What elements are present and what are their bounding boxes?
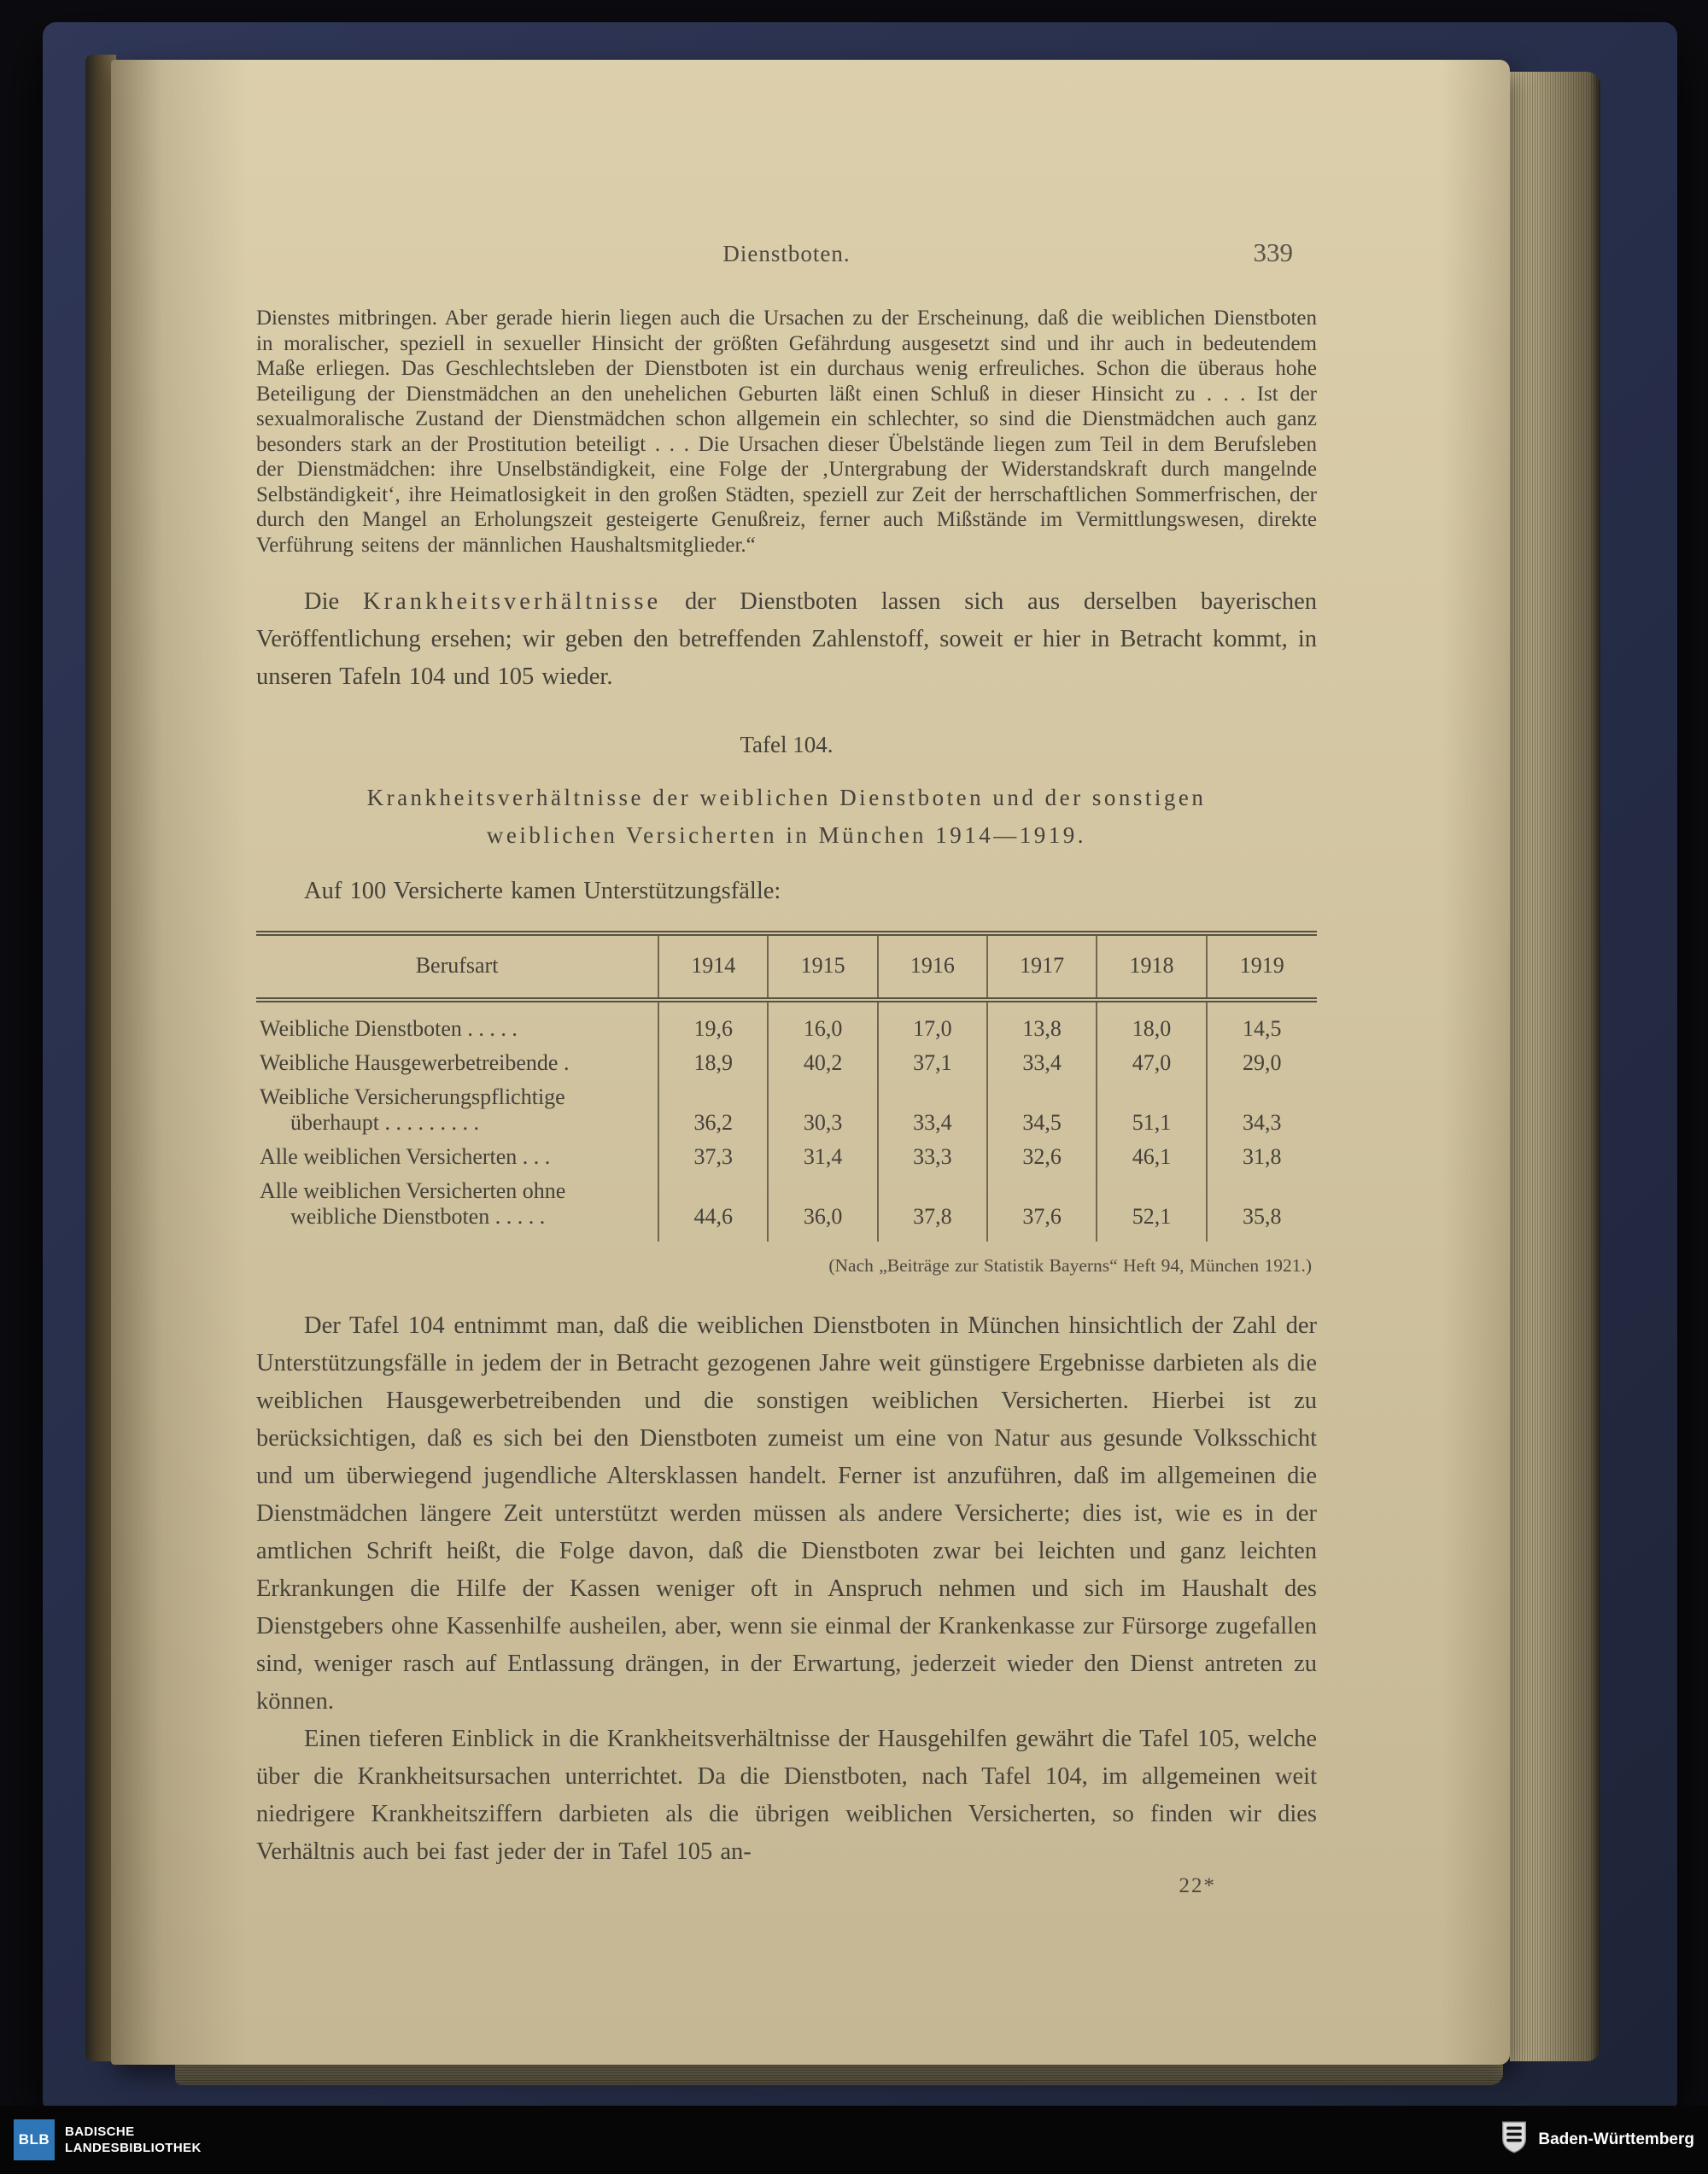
library-name xyxy=(65,2124,202,2156)
table-cell: 13,8 xyxy=(987,1000,1097,1046)
table-cell: 51,1 xyxy=(1097,1080,1206,1140)
footer-bar xyxy=(0,2106,1708,2174)
table-header-cell: 1917 xyxy=(987,933,1097,1000)
table-cell: 17,0 xyxy=(878,1000,987,1046)
table-cell: Weibliche Dienstboten . . . . . xyxy=(260,1016,518,1041)
table-title-line1: Krankheitsverhältnisse der weiblichen Dienstboten und der sonstigen xyxy=(366,785,1207,810)
table-header-cell: 1914 xyxy=(658,933,768,1000)
footer-region-group xyxy=(1500,2120,1694,2159)
library-name-line2: LANDESBIBLIOTHEK xyxy=(65,2141,202,2155)
table-cell: 40,2 xyxy=(768,1046,877,1080)
table-row xyxy=(256,1140,1317,1174)
table-cell: 19,6 xyxy=(658,1000,768,1046)
table-row xyxy=(256,1174,1317,1242)
table-cell: 18,9 xyxy=(658,1046,768,1080)
table-cell: 52,1 xyxy=(1097,1174,1206,1242)
table-cell: 30,3 xyxy=(768,1080,877,1140)
table-cell: 32,6 xyxy=(987,1140,1097,1174)
region-label: Baden-Württemberg xyxy=(1538,2130,1694,2148)
table-cell: 29,0 xyxy=(1207,1046,1317,1080)
page-header-row xyxy=(256,237,1317,277)
table-header-cell: 1916 xyxy=(878,933,987,1000)
table-header-cell: 1919 xyxy=(1207,933,1317,1000)
running-header: Dienstboten. xyxy=(722,241,851,266)
table-cell: 33,4 xyxy=(878,1080,987,1140)
table-cell: 37,1 xyxy=(878,1046,987,1080)
intro-paragraph xyxy=(256,583,1317,696)
page-edges-right xyxy=(1510,72,1600,2061)
row-label-line2: weibliche Dienstboten . . . . . xyxy=(290,1204,546,1229)
table-row xyxy=(256,1046,1317,1080)
table-cell: 36,2 xyxy=(658,1080,768,1140)
table-cell: 35,8 xyxy=(1207,1174,1317,1242)
table-cell: 18,0 xyxy=(1097,1000,1206,1046)
table-header-row xyxy=(256,933,1317,1000)
table-header-cell: 1918 xyxy=(1097,933,1206,1000)
intro-part2: der Dienstboten lassen sich aus derselben bayerischen Veröffentlichung ersehen; wir geben den betreffenden Zahlenstoff, soweit er hier in Betracht kommt, in unseren Tafeln 104 und 105 wieder. xyxy=(256,588,1318,690)
table-cell xyxy=(256,1174,658,1242)
text-block xyxy=(256,237,1318,1898)
table-cell: 14,5 xyxy=(1207,1000,1317,1046)
library-name-line1: BADISCHE xyxy=(65,2124,135,2139)
quote-paragraph: Dienstes mitbringen. Aber gerade hierin liegen auch die Ursachen zu der Erscheinung, daß die weiblichen Dienstboten in moralischer, speziell in sexueller Hinsicht der größten Gefährdung ausgesetzt sind und ihr auch in bedeutendem Maße erliegen. Das Geschlechtsleben der Dienstboten ist ein durchaus wenig erfreuliches. Schon die überaus hohe Beteiligung der Dienstmädchen an den unehelichen Geburten läßt einen Schluß in dieser Hinsicht zu . . . Ist der sexualmoralische Zustand der Dienstmädchen schon allgemein ein schlechter, so sind die Dienstmädchen auch ganz besonders stark an der Prostitution beteiligt . . . Die Ursachen dieser Übelstände liegen zum Teil in dem Berufsleben der Dienstmädchen: ihre Unselbständigkeit, eine Folge der ‚Untergrabung der Widerstandskraft durch mangelnde Selbständigkeit‘, ihre Heimatlosigkeit in den großen Städten, speziell zur Zeit der herrschaftlichen Sommerfrischen, der durch den Mangel an Erholungszeit gesteigerte Genußreiz, ferner auch Mißstände im Vermittlungswesen, direkte Verführung seitens der männlichen Haushaltsmitglieder.“ xyxy=(256,307,1317,557)
intro-spaced-word: Krankheitsverhältnisse xyxy=(363,588,662,615)
table-source-note: (Nach „Beiträge zur Statistik Bayerns“ Heft 94, München 1921.) xyxy=(828,1255,1312,1276)
table-intro: Auf 100 Versicherte kamen Unterstützungsfälle: xyxy=(304,878,781,904)
page-number: 339 xyxy=(1253,237,1293,267)
table-cell: 34,3 xyxy=(1207,1080,1317,1140)
table-label: Tafel 104. xyxy=(740,732,834,757)
table-cell: 33,4 xyxy=(987,1046,1097,1080)
footer-library-group xyxy=(14,2119,202,2160)
row-label-line1: Alle weiblichen Versicherten ohne xyxy=(260,1178,566,1203)
table-cell: 37,8 xyxy=(878,1174,987,1242)
table-cell: 46,1 xyxy=(1097,1140,1206,1174)
analysis-paragraph: Der Tafel 104 entnimmt man, daß die weiblichen Dienstboten in München hinsichtlich der Zahl der Unterstützungsfälle in jedem der in Betracht gezogenen Jahre weit günstigere Ergebnisse darbieten als die weiblichen Hausgewerbetreibenden und die sonstigen weiblichen Versicherten. Hierbei ist zu berücksichtigen, daß es sich bei den Dienstboten zumeist um eine von Natur aus gesunde Volksschicht und um überwiegend jugendliche Altersklassen handelt. Ferner ist anzuführen, daß im allgemeinen die Dienstmädchen längere Zeit unterstützt werden müssen als andere Versicherte; dies ist, wie es in der amtlichen Schrift heißt, die Folge davon, daß die Dienstboten zwar bei leichten und ganz leichten Erkrankungen die Hilfe der Kassen weniger oft in Anspruch nehmen und sich im Haushalt des Dienstgebers ohne Kassenhilfe ausheilen, aber, wenn sie einmal der Krankenkasse zur Fürsorge zugefallen sind, weniger rasch auf Entlassung drängen, in der Erwartung, jederzeit wieder den Dienst antreten zu können. xyxy=(256,1312,1317,1715)
table-cell: 37,6 xyxy=(987,1174,1097,1242)
table-row xyxy=(256,1000,1317,1046)
table-cell: 31,8 xyxy=(1207,1140,1317,1174)
table-cell xyxy=(256,1080,658,1140)
table-cell: 31,4 xyxy=(768,1140,877,1174)
table-cell: Weibliche Hausgewerbetreibende . xyxy=(260,1050,570,1075)
table-header-cell: 1915 xyxy=(768,933,877,1000)
book-page xyxy=(111,60,1510,2065)
table-cell: 34,5 xyxy=(987,1080,1097,1140)
row-label-line2: überhaupt . . . . . . . . . xyxy=(290,1110,479,1135)
coat-of-arms-icon xyxy=(1500,2120,1528,2159)
table-cell: 36,0 xyxy=(768,1174,877,1242)
table-title xyxy=(256,779,1317,854)
blb-logo: BLB xyxy=(14,2119,55,2160)
table-cell: 33,3 xyxy=(878,1140,987,1174)
outlook-paragraph: Einen tieferen Einblick in die Krankheitsverhältnisse der Hausgehilfen gewährt die Tafel 105, welche über die Krankheitsursachen unterrichtet. Da die Dienstboten, nach Tafel 104, im allgemeinen weit niedrigere Krankheitsziffern darbieten als die übrigen weiblichen Versicherten, so finden wir dies Verhältnis auch bei fast jeder der in Tafel 105 an- xyxy=(256,1726,1317,1865)
table-header-cell: Berufsart xyxy=(256,933,658,1000)
table-cell: 37,3 xyxy=(658,1140,768,1174)
intro-part1: Die xyxy=(304,588,363,615)
table-cell: 16,0 xyxy=(768,1000,877,1046)
statistics-table xyxy=(256,931,1317,1242)
table-cell: Alle weiblichen Versicherten . . . xyxy=(260,1144,551,1169)
row-label-line1: Weibliche Versicherungspflichtige xyxy=(260,1084,565,1109)
table-row xyxy=(256,1080,1317,1140)
table-title-line2: weiblichen Versicherten in München 1914—1919. xyxy=(486,822,1087,848)
table-cell: 44,6 xyxy=(658,1174,768,1242)
signature-mark: 22* xyxy=(1179,1874,1216,1897)
table-cell: 47,0 xyxy=(1097,1046,1206,1080)
